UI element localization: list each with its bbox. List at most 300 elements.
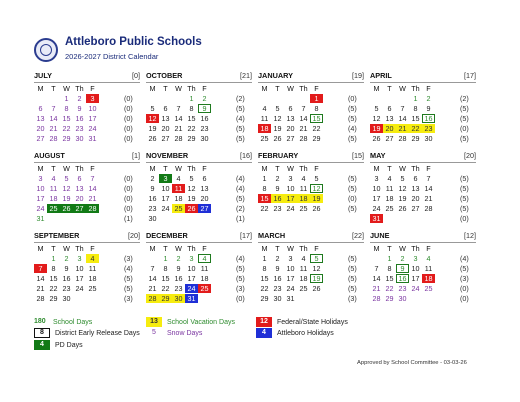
day-cell: 28 (36, 293, 45, 303)
month-total: [20] (128, 231, 140, 240)
week-row (146, 273, 252, 283)
day-cell: 8 (262, 183, 267, 193)
week-count: (1) (124, 213, 133, 223)
weekday-label: Th (187, 163, 196, 173)
month-header (258, 71, 364, 83)
weekday-label: M (261, 163, 268, 173)
day-cell: 9 (64, 263, 69, 273)
day-cell: 23 (148, 203, 157, 213)
day-cell: 20 (383, 124, 396, 133)
day-cell: 27 (198, 204, 211, 213)
week-count: (4) (124, 263, 133, 273)
day-cell: 1 (262, 173, 267, 183)
legend-early-release (34, 328, 140, 338)
day-cell: 1 (262, 253, 267, 263)
week-count: (2) (460, 93, 469, 103)
day-cell: 19 (370, 124, 383, 133)
day-cell: 21 (174, 123, 183, 133)
legend-badge: 13 (146, 317, 162, 327)
day-cell (47, 214, 60, 223)
day-cell: 11 (200, 263, 209, 273)
weekday-label: F (90, 83, 95, 93)
day-cell: 15 (310, 114, 323, 123)
day-cell: 25 (299, 283, 308, 293)
week-count: (5) (348, 203, 357, 213)
legend (34, 317, 474, 357)
day-cell: 10 (286, 183, 295, 193)
week-count: (0) (124, 123, 133, 133)
week-count: (5) (124, 273, 133, 283)
day-cell: 20 (75, 193, 84, 203)
school-seal-icon (34, 38, 58, 62)
month-header (370, 71, 476, 83)
week-row (258, 123, 364, 133)
week-count: (0) (124, 193, 133, 203)
day-cell: 2 (176, 253, 181, 263)
day-cell: 19 (398, 193, 407, 203)
day-cell: 4 (262, 103, 267, 113)
day-cell: 11 (385, 183, 394, 193)
day-cell: 15 (258, 194, 271, 203)
day-cell: 5 (275, 103, 280, 113)
month-total: [17] (240, 231, 252, 240)
day-cell: 13 (36, 113, 45, 123)
month-september (34, 231, 140, 303)
day-cell: 24 (185, 284, 198, 293)
day-cell: 8 (64, 103, 69, 113)
day-cell: 13 (161, 113, 170, 123)
weekday-label: W (287, 163, 294, 173)
week-count: (5) (348, 133, 357, 143)
day-cell: 20 (161, 123, 170, 133)
day-cell: 14 (36, 273, 45, 283)
day-cell: 10 (411, 263, 420, 273)
day-cell (86, 214, 99, 223)
day-cell (60, 214, 73, 223)
week-row (34, 213, 140, 223)
weekday-label: Th (411, 83, 420, 93)
day-cell: 31 (88, 133, 97, 143)
day-cell: 3 (413, 253, 418, 263)
day-cell: 31 (370, 214, 383, 223)
week-row (258, 113, 364, 123)
week-count: (5) (236, 133, 245, 143)
day-cell (172, 94, 185, 103)
weekday-label: M (373, 163, 380, 173)
week-row (34, 103, 140, 113)
week-row (370, 293, 476, 303)
day-cell: 9 (176, 263, 181, 273)
day-cell: 15 (385, 273, 394, 283)
day-cell: 3 (374, 173, 379, 183)
day-cell: 23 (62, 283, 71, 293)
month-june (370, 231, 476, 303)
day-cell: 30 (148, 213, 157, 223)
week-count: (0) (124, 113, 133, 123)
legend-badge: 180 (34, 318, 46, 325)
month-name: DECEMBER (146, 231, 188, 240)
weekday-label: Th (299, 163, 308, 173)
day-cell: 27 (385, 133, 394, 143)
day-cell: 24 (411, 283, 420, 293)
month-header (258, 231, 364, 243)
day-cell: 5 (310, 254, 323, 263)
week-row (370, 173, 476, 183)
weekday-label: Th (299, 243, 308, 253)
day-cell: 11 (260, 113, 269, 123)
day-cell: 5 (374, 103, 379, 113)
day-cell: 8 (163, 263, 168, 273)
day-cell: 15 (411, 113, 420, 123)
week-row (370, 213, 476, 223)
day-cell: 1 (413, 93, 418, 103)
day-cell: 7 (90, 173, 95, 183)
day-cell: 4 (198, 254, 211, 263)
day-cell: 8 (262, 263, 267, 273)
day-cell: 20 (286, 123, 295, 133)
week-row (258, 203, 364, 213)
day-cell: 8 (314, 103, 319, 113)
weekday-label: Th (299, 83, 308, 93)
weekday-label: W (287, 83, 294, 93)
day-cell: 29 (159, 294, 172, 303)
weekday-label: W (175, 163, 182, 173)
day-cell: 12 (372, 113, 381, 123)
day-cell: 22 (409, 124, 422, 133)
day-cell (409, 294, 422, 303)
weekday-label: W (399, 83, 406, 93)
weekday-label: F (90, 243, 95, 253)
weekday-label: W (175, 243, 182, 253)
day-cell (297, 94, 310, 103)
week-row (370, 283, 476, 293)
month-august (34, 151, 140, 223)
month-header (146, 231, 252, 243)
legend-label: Snow Days (167, 329, 203, 337)
month-july (34, 71, 140, 143)
day-cell: 27 (161, 133, 170, 143)
week-row (34, 133, 140, 143)
day-cell (73, 214, 86, 223)
weekday-label: T (51, 83, 56, 93)
week-count: (5) (460, 133, 469, 143)
month-total: [21] (240, 71, 252, 80)
day-cell: 10 (372, 183, 381, 193)
month-header (34, 151, 140, 163)
day-cell: 14 (398, 113, 407, 123)
day-cell: 30 (75, 133, 84, 143)
day-cell: 5 (400, 173, 405, 183)
week-row (258, 283, 364, 293)
day-cell (396, 214, 409, 223)
weekday-label: F (202, 163, 207, 173)
legend-label: Federal/State Holidays (277, 318, 348, 326)
legend-label: Attleboro Holidays (277, 329, 334, 337)
day-cell: 20 (36, 123, 45, 133)
month-grid (34, 71, 480, 303)
week-row (34, 203, 140, 213)
weekday-label: Th (75, 243, 84, 253)
month-january (258, 71, 364, 143)
week-row (34, 263, 140, 273)
day-cell: 22 (161, 283, 170, 293)
day-cell: 8 (51, 263, 56, 273)
day-cell: 2 (400, 253, 405, 263)
day-cell: 18 (422, 274, 435, 283)
day-cell: 9 (275, 183, 280, 193)
day-cell: 16 (396, 274, 409, 283)
day-cell: 21 (148, 283, 157, 293)
day-cell: 11 (299, 263, 308, 273)
day-cell: 29 (187, 133, 196, 143)
month-header (34, 231, 140, 243)
week-row (370, 93, 476, 103)
day-cell: 15 (260, 273, 269, 283)
day-cell: 10 (36, 183, 45, 193)
day-cell: 24 (286, 283, 295, 293)
week-row (146, 193, 252, 203)
week-row (34, 283, 140, 293)
day-cell: 18 (200, 273, 209, 283)
day-cell: 18 (258, 124, 271, 133)
day-cell (383, 94, 396, 103)
weekday-label: F (202, 83, 207, 93)
weekday-header (34, 243, 140, 253)
day-cell: 30 (398, 293, 407, 303)
day-cell: 13 (286, 113, 295, 123)
legend-label: PD Days (55, 341, 83, 349)
weekday-header (34, 83, 140, 93)
day-cell: 5 (64, 173, 69, 183)
weekday-label: F (314, 163, 319, 173)
week-row (146, 263, 252, 273)
weekday-label: Th (187, 243, 196, 253)
day-cell: 25 (88, 283, 97, 293)
weekday-label: M (149, 243, 156, 253)
week-row (146, 203, 252, 213)
weekday-header (146, 83, 252, 93)
day-cell: 24 (88, 123, 97, 133)
week-row (146, 213, 252, 223)
legend-school-days (34, 317, 92, 327)
week-count: (3) (460, 273, 469, 283)
day-cell (422, 214, 435, 223)
day-cell: 28 (146, 294, 159, 303)
week-count: (5) (460, 193, 469, 203)
week-row (370, 273, 476, 283)
week-row (258, 93, 364, 103)
day-cell: 8 (413, 103, 418, 113)
month-header (370, 231, 476, 243)
day-cell: 25 (424, 283, 433, 293)
week-count: (2) (236, 93, 245, 103)
day-cell: 22 (187, 123, 196, 133)
day-cell: 22 (260, 283, 269, 293)
week-row (370, 103, 476, 113)
weekday-label: Th (75, 83, 84, 93)
week-row (34, 93, 140, 103)
legend-badge: 12 (256, 317, 272, 327)
day-cell: 12 (62, 183, 71, 193)
day-cell (86, 294, 99, 303)
day-cell (198, 214, 211, 223)
day-cell: 19 (187, 193, 196, 203)
weekday-label: F (90, 163, 95, 173)
day-cell: 10 (88, 103, 97, 113)
week-row (258, 173, 364, 183)
week-row (146, 293, 252, 303)
month-october (146, 71, 252, 143)
day-cell: 3 (77, 253, 82, 263)
day-cell: 3 (86, 94, 99, 103)
day-cell (159, 214, 172, 223)
week-count: (5) (236, 263, 245, 273)
day-cell: 26 (148, 133, 157, 143)
day-cell: 21 (396, 124, 409, 133)
week-count: (5) (460, 183, 469, 193)
week-row (34, 253, 140, 263)
day-cell: 25 (198, 284, 211, 293)
day-cell (370, 254, 383, 263)
day-cell: 31 (286, 293, 295, 303)
day-cell: 7 (400, 103, 405, 113)
day-cell: 21 (49, 123, 58, 133)
day-cell: 12 (146, 114, 159, 123)
day-cell: 1 (310, 94, 323, 103)
day-cell: 16 (75, 113, 84, 123)
weekday-label: T (51, 163, 56, 173)
week-row (258, 263, 364, 273)
week-count: (0) (460, 283, 469, 293)
weekday-header (370, 243, 476, 253)
day-cell: 3 (159, 174, 172, 183)
month-header (146, 151, 252, 163)
day-cell (34, 94, 47, 103)
day-cell (396, 94, 409, 103)
week-count: (3) (124, 293, 133, 303)
week-count: (0) (460, 293, 469, 303)
day-cell (198, 294, 211, 303)
day-cell: 1 (163, 253, 168, 263)
day-cell: 13 (75, 183, 84, 193)
day-cell: 25 (260, 133, 269, 143)
week-row (34, 123, 140, 133)
week-row (146, 183, 252, 193)
month-may (370, 151, 476, 223)
week-count: (0) (124, 203, 133, 213)
day-cell (271, 94, 284, 103)
day-cell: 2 (275, 173, 280, 183)
day-cell: 18 (174, 193, 183, 203)
day-cell: 18 (297, 194, 310, 203)
month-total: [15] (352, 151, 364, 160)
day-cell: 11 (424, 263, 433, 273)
day-cell: 1 (387, 253, 392, 263)
day-cell (310, 294, 323, 303)
week-count: (4) (460, 253, 469, 263)
day-cell: 21 (88, 193, 97, 203)
week-row (34, 273, 140, 283)
month-header (370, 151, 476, 163)
week-count: (5) (236, 123, 245, 133)
day-cell: 28 (372, 293, 381, 303)
day-cell: 29 (49, 293, 58, 303)
day-cell: 20 (200, 193, 209, 203)
weekday-label: W (63, 83, 70, 93)
week-count: (3) (348, 293, 357, 303)
month-header (34, 71, 140, 83)
day-cell: 31 (36, 213, 45, 223)
day-cell: 26 (185, 204, 198, 213)
day-cell: 4 (51, 173, 56, 183)
day-cell: 3 (38, 173, 43, 183)
day-cell: 26 (273, 133, 282, 143)
day-cell: 4 (301, 173, 306, 183)
day-cell: 24 (372, 203, 381, 213)
weekday-label: T (163, 163, 168, 173)
day-cell: 1 (189, 93, 194, 103)
day-cell: 17 (286, 273, 295, 283)
day-cell: 10 (286, 263, 295, 273)
legend-label: School Days (53, 318, 93, 326)
day-cell (146, 254, 159, 263)
day-cell: 7 (374, 263, 379, 273)
day-cell: 16 (62, 273, 71, 283)
week-row (258, 183, 364, 193)
weekday-label: T (275, 163, 280, 173)
day-cell: 7 (34, 264, 47, 273)
day-cell: 4 (387, 173, 392, 183)
day-cell: 26 (398, 203, 407, 213)
month-march (258, 231, 364, 303)
weekday-label: F (426, 243, 431, 253)
day-cell: 13 (411, 183, 420, 193)
month-november (146, 151, 252, 223)
week-count: (4) (236, 173, 245, 183)
day-cell: 29 (260, 293, 269, 303)
week-row (146, 253, 252, 263)
week-row (146, 113, 252, 123)
day-cell: 26 (372, 133, 381, 143)
month-april (370, 71, 476, 143)
day-cell: 1 (51, 253, 56, 263)
day-cell: 4 (426, 253, 431, 263)
day-cell: 17 (75, 273, 84, 283)
day-cell: 17 (36, 193, 45, 203)
day-cell: 30 (424, 133, 433, 143)
weekday-label: M (261, 243, 268, 253)
day-cell: 30 (200, 133, 209, 143)
weekday-label: M (149, 163, 156, 173)
legend-attleboro (256, 328, 334, 338)
day-cell: 17 (88, 113, 97, 123)
day-cell: 5 (189, 173, 194, 183)
day-cell: 19 (310, 194, 323, 203)
day-cell: 22 (49, 283, 58, 293)
legend-label: School Vacation Days (167, 318, 235, 326)
weekday-label: Th (411, 243, 420, 253)
weekday-header (146, 243, 252, 253)
calendar-subtitle: 2026-2027 District Calendar (65, 52, 159, 61)
day-cell: 19 (148, 123, 157, 133)
day-cell: 14 (299, 113, 308, 123)
week-row (34, 183, 140, 193)
day-cell: 9 (426, 103, 431, 113)
week-count: (4) (236, 113, 245, 123)
day-cell: 20 (411, 193, 420, 203)
day-cell: 25 (47, 204, 60, 213)
day-cell (47, 94, 60, 103)
